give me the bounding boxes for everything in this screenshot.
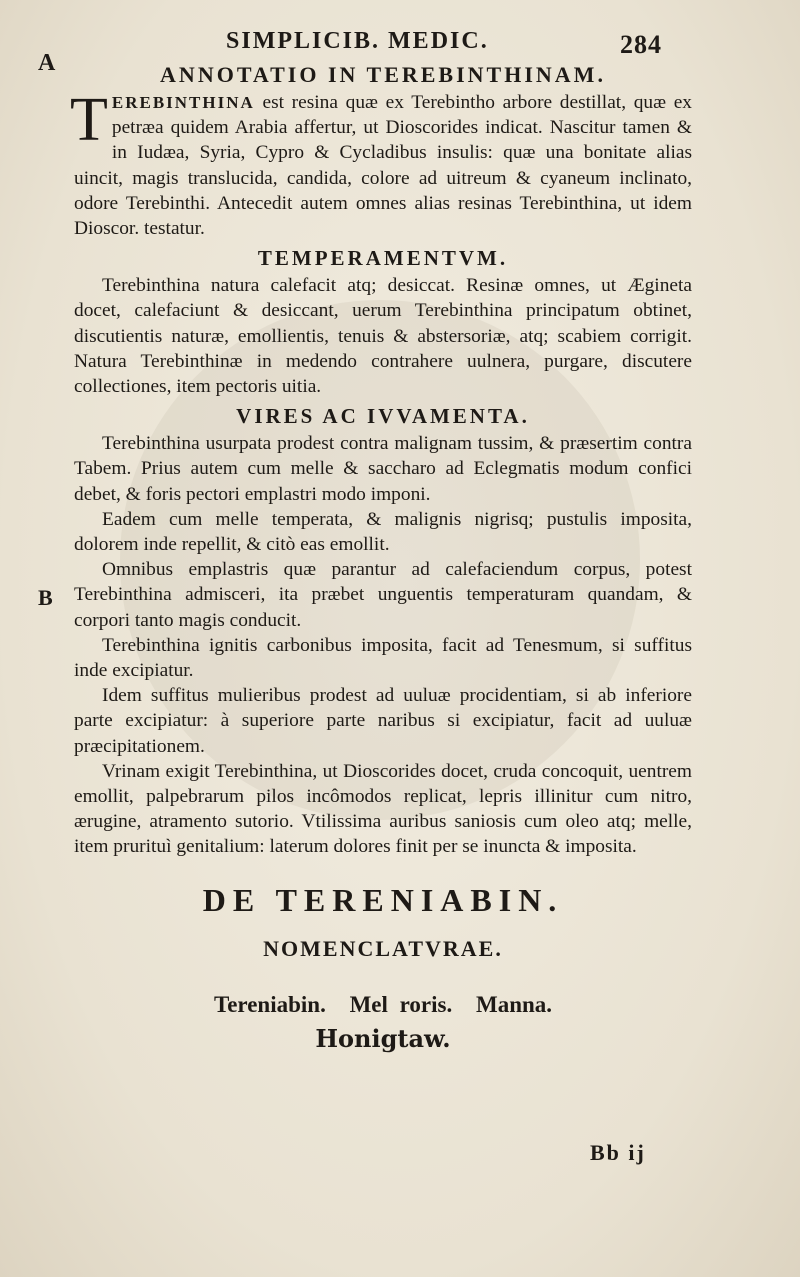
name-item: Mel roris.: [349, 991, 453, 1017]
paragraph-vires-6: Vrinam exigit Terebinthina, ut Dioscorides docet, cruda concoquit, uentrem emollit, palpebrarum pilos incômodos replicat, lepris illinitur cum nitro, ærugine, atramento sutorio. Vtilissima auribus saniosis cum oleo atq; melle, item prurituì genitalium: laterum dolores finit per se inuncta & imposita.: [74, 760, 692, 858]
section-heading-tereniabin: DE TERENIABIN.: [202, 881, 564, 918]
drop-cap: T: [70, 86, 108, 154]
signature-mark: Bb ij: [590, 1140, 646, 1165]
section-heading-temperamentum: TEMPERAMENTVM.: [257, 246, 509, 271]
main-text-block: [70, 60, 692, 1054]
paragraph-vires-1: Terebinthina usurpata prodest contra malignam tussim, & præsertim contra Tabem. Prius autem cum melle & saccharo ad Eclegmatis modum confici debet, & foris pectori emplastri modo imponi.: [74, 433, 692, 505]
name-item: Tereniabin.: [213, 991, 326, 1017]
paragraph-vires-2: Eadem cum melle temperata, & malignis nigrisq; pustulis imposita, dolorem inde repellit, & citò eas emollit.: [74, 508, 692, 556]
paragraph-annotatio: [70, 86, 692, 241]
paragraph-vires-5: Idem suffitus mulieribus prodest ad uuluæ procidentiam, si ab inferiore parte excipiatur: à superiore parte naribus si excipiatur, facit ad uuluæ præcipitationem.: [74, 685, 692, 757]
section-heading-vires: VIRES AC IVVAMENTA.: [236, 404, 530, 429]
section-heading-annotatio: ANNOTATIO IN TEREBINTHINAM.: [160, 62, 606, 87]
margin-letter-b: B: [38, 585, 53, 610]
name-item: Manna.: [475, 991, 553, 1017]
german-name: Honigtaw.: [315, 1023, 451, 1053]
running-head: [0, 26, 800, 60]
paragraph-temperamentum: Terebinthina natura calefacit atq; desiccat. Resinæ omnes, ut Ægineta docet, calefaciunt & desiccant, uerum Terebinthina principatum obtinet, discutientis naturæ, emollientis, tenuis & abstersoriæ, atq; scabiem corrigit. Natura Terebinthinæ in medendo contrahere uulnera, purgare, discutere collectiones, item pectoris uitia.: [74, 275, 692, 398]
page-number: 284: [620, 30, 662, 59]
section-subheading-nomenclaturae: NOMENCLATVRAE.: [263, 935, 503, 961]
margin-letter-a: A: [38, 50, 56, 76]
paragraph-vires-3: Omnibus emplastris quæ parantur ad calefaciendum corpus, potest Terebinthina admisceri, ita præbet unguentis temperaturam quandam, & corpori tanto magis conducit.: [74, 559, 692, 631]
name-list: [74, 990, 692, 1020]
lead-word: EREBINTHINA: [111, 93, 255, 112]
paragraph-vires-4: Terebinthina ignitis carbonibus imposita, facit ad Tenesmum, si suffitus inde excipiatur.: [74, 634, 692, 682]
paragraph-annotatio-body: est resina quæ ex Terebintho arbore destillat, quæ ex petræa quidem Arabia affertur, ut Dioscorides indicat. Nascitur tamen & in Iudæa, Syria, Cypro & Cycladibus insulis: quæ una bonitate alias uincit, magis translucida, candida, colore ad uitreum & cyaneum inclinato, odore Terebinthi. Antecedit autem omnes alias resinas Terebinthina, ut idem Dioscor. testatur.: [74, 92, 692, 240]
running-head-title: SIMPLICIB. MEDIC.: [226, 28, 489, 54]
